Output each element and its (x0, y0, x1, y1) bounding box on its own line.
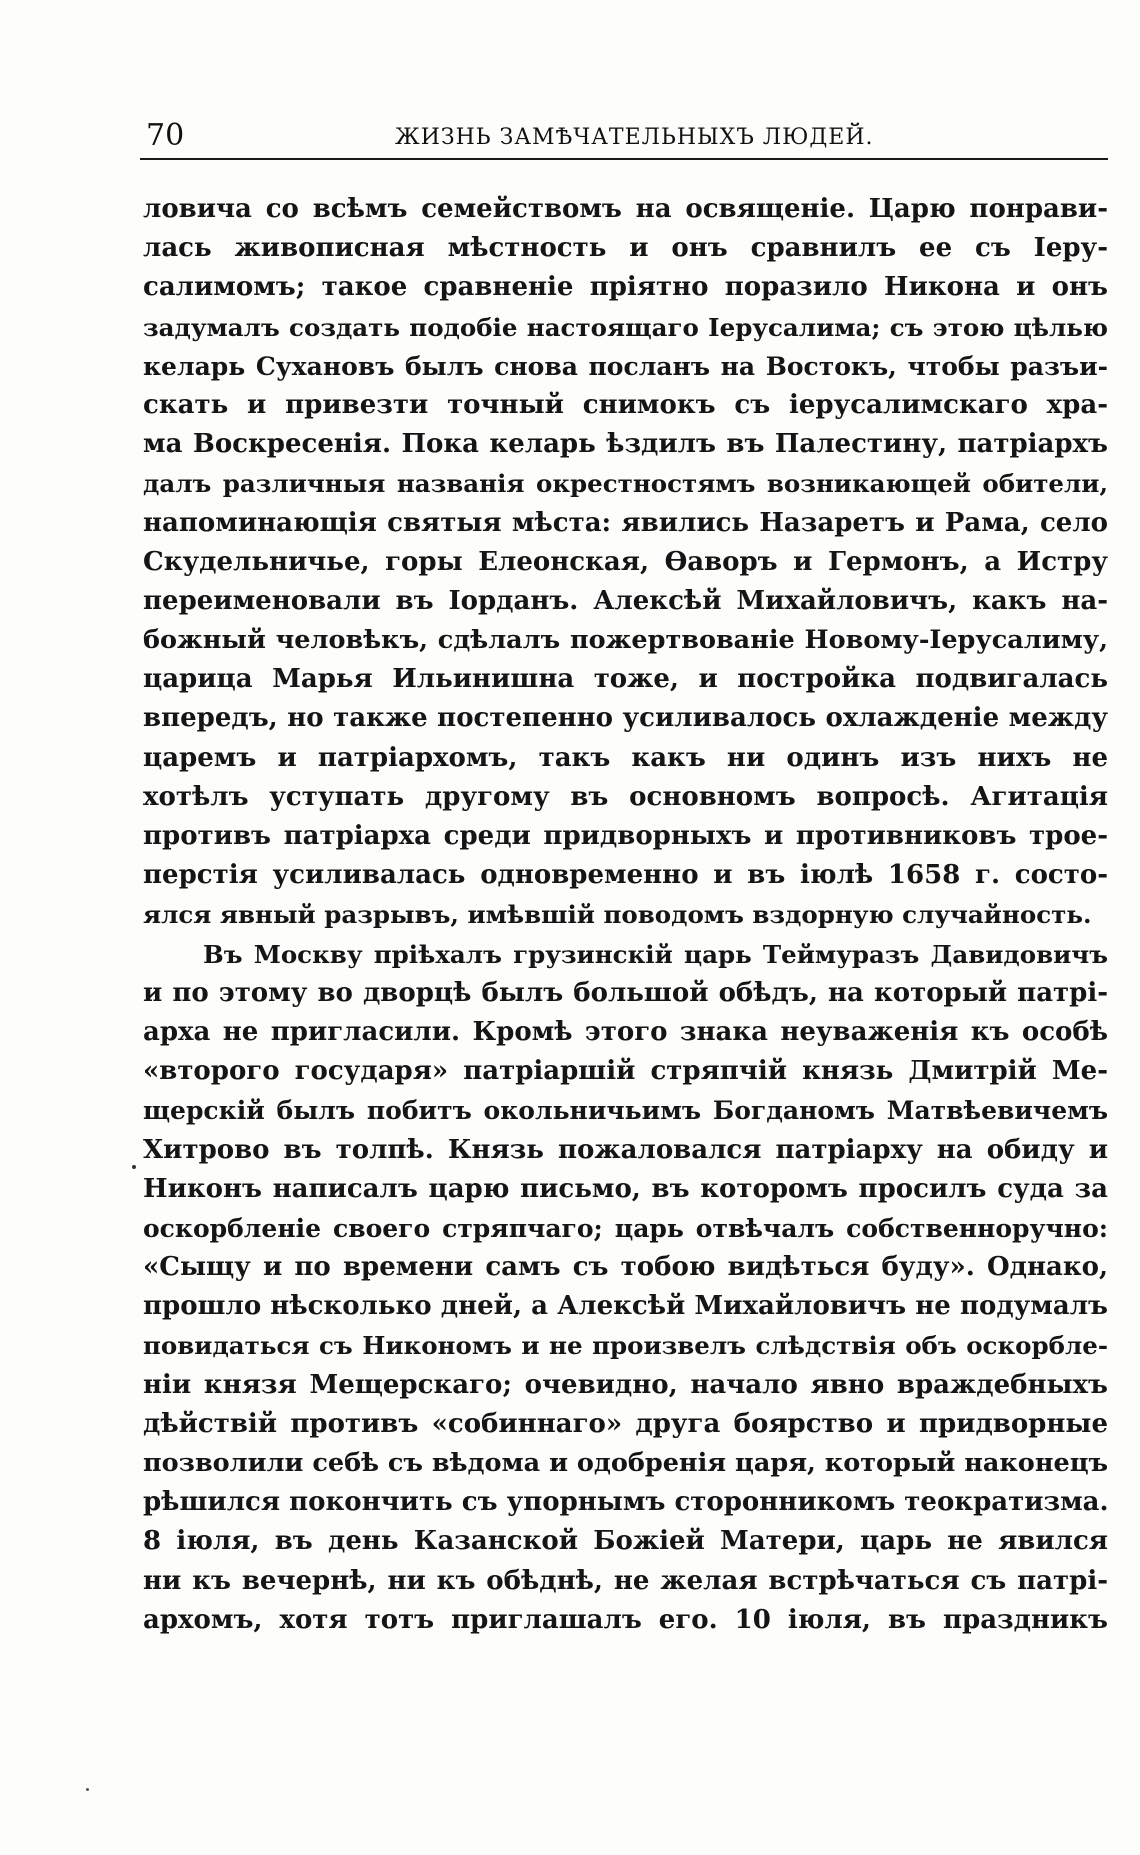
text-line: переименовали въ Іорданъ. Алексѣй Михайловичъ, какъ на- (143, 585, 1108, 616)
text-line: ловича со всѣмъ семействомъ на освященіе. Царю понрави- (143, 194, 1108, 224)
text-line: оскорбленіе своего стряпчаго; царь отвѣчалъ собственноручно: (143, 1213, 1108, 1243)
text-line: царица Марья Ильинишна тоже, и постройка подвигалась (143, 664, 1108, 695)
text-line: напоминающія святыя мѣста: явились Назаретъ и Рама, село (143, 507, 1108, 538)
text-line: и по этому во дворцѣ былъ большой обѣдъ, на который патрі- (143, 977, 1108, 1008)
text-line: архомъ, хотя тотъ приглашалъ его. 10 іюля, въ праздникъ (143, 1604, 1108, 1635)
text-line: впередъ, но также постепенно усиливалось охлажденіе между (143, 703, 1108, 734)
text-line: прошло нѣсколько дней, а Алексѣй Михайловичъ не подумалъ (143, 1291, 1108, 1322)
text-line: перстія усиливалась одновременно и въ іюлѣ 1658 г. состо- (143, 860, 1108, 891)
text-line: салимомъ; такое сравненіе пріятно поразило Никона и онъ (143, 272, 1108, 303)
text-line: рѣшился покончить съ упорнымъ сторонникомъ теократизма. (143, 1487, 1109, 1518)
text-line: келарь Сухановъ былъ снова посланъ на Востокъ, чтобы разъи- (143, 351, 1108, 381)
text-line: 8 іюля, въ день Казанской Божіей Матери, царь не явился (143, 1526, 1108, 1557)
text-line: хотѣлъ уступать другому въ основномъ вопросѣ. Агитація (143, 781, 1108, 812)
text-line: ма Воскресенія. Пока келарь ѣздилъ въ Палестину, патріархъ (143, 429, 1108, 460)
text-line: скать и привезти точный снимокъ съ іерусалимскаго хра- (143, 389, 1108, 420)
text-line: ялся явный разрывъ, имѣвшій поводомъ вздорную случайность. (143, 900, 1092, 930)
text-line: позволили себѣ съ вѣдома и одобренія царя, который наконецъ (143, 1448, 1109, 1478)
text-line: противъ патріарха среди придворныхъ и противниковъ трое- (143, 821, 1108, 851)
text-line: царемъ и патріархомъ, такъ какъ ни одинъ изъ нихъ не (143, 742, 1108, 773)
page-header (140, 118, 1108, 160)
text-line: ніи князя Мещерскаго; очевидно, начало явно враждебныхъ (143, 1369, 1108, 1400)
text-line: Никонъ написалъ царю письмо, въ которомъ просилъ суда за (143, 1173, 1108, 1204)
text-line: лась живописная мѣстность и онъ сравнилъ ее съ Іеру- (143, 233, 1108, 264)
text-line: щерскій былъ побитъ окольничьимъ Богданомъ Матвѣевичемъ (143, 1096, 1108, 1126)
ink-speck (132, 1165, 136, 1169)
running-head: ЖИЗНЬ ЗАМѢЧАТЕЛЬНЫХЪ ЛЮДЕЙ. (395, 125, 874, 150)
text-line: далъ различныя названія окрестностямъ возникающей обители, (143, 469, 1108, 499)
text-line: Въ Москву пріѣхалъ грузинскій царь Теймуразъ Давидовичъ (203, 939, 1108, 969)
text-line: ни къ вечернѣ, ни къ обѣднѣ, не желая встрѣчаться съ патрі- (143, 1565, 1108, 1596)
text-line: Скудельничье, горы Елеонская, Ѳаворъ и Гермонъ, а Истру (143, 546, 1108, 577)
ink-speck (86, 1788, 89, 1791)
text-line: арха не пригласили. Кромѣ этого знака неуваженія къ особѣ (143, 1016, 1108, 1047)
body-text (143, 190, 1108, 1640)
text-line: повидаться съ Никономъ и не произвелъ слѣдствія объ оскорбле- (143, 1331, 1108, 1361)
page-number: 70 (146, 118, 185, 153)
text-line: «второго государя» патріаршій стряпчій князь Дмитрій Ме- (143, 1056, 1108, 1087)
text-line: задумалъ создать подобіе настоящаго Іерусалима; съ этою цѣлью (143, 312, 1108, 342)
text-line: Хитрово въ толпѣ. Князь пожаловался патріарху на обиду и (143, 1134, 1108, 1165)
text-line: дѣйствій противъ «собиннаго» друга боярство и придворные (143, 1408, 1108, 1439)
text-line: божный человѣкъ, сдѣлалъ пожертвованіе Новому-Іерусалиму, (143, 625, 1108, 656)
text-line: «Сыщу и по времени самъ съ тобою видѣться буду». Однако, (143, 1252, 1108, 1283)
